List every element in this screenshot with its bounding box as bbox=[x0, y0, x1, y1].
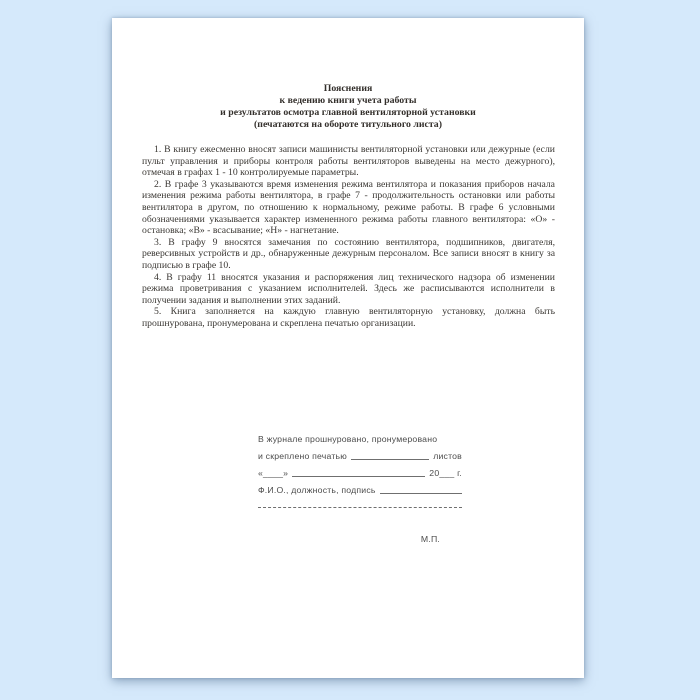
blank-sheets-count bbox=[351, 459, 429, 460]
title-line: Пояснения bbox=[323, 83, 373, 94]
blank-month bbox=[292, 476, 425, 477]
title-line: к ведению книги учета работы bbox=[279, 95, 417, 106]
signature-dashed-line bbox=[258, 506, 462, 508]
paragraph-2: 2. В графе 3 указываются время изменения режима вентилятора и показания приборов начала изменения режима работы вентилятора, в графе 7 - продолжительность остановки или работы вентилятора в другом, по отношению к нормальному, режиме работы. В графе 6 условными обозначениями указывается характер измененного режима работы главного вентилятора: «О» - остановка; «В» - всасывание; «Н» - нагнетание. bbox=[142, 178, 555, 237]
title-line: (печатаются на обороте титульного листа) bbox=[254, 119, 442, 130]
certification-line-4 bbox=[258, 479, 462, 496]
title-line: и результатов осмотра главной вентиляторной установки bbox=[220, 107, 476, 118]
certification-line-4-prefix: Ф.И.О., должность, подпись bbox=[258, 485, 376, 495]
document-title bbox=[112, 18, 584, 131]
seal-place-mark: М.П. bbox=[420, 534, 440, 544]
certification-line-3 bbox=[258, 462, 462, 479]
certification-line-1 bbox=[258, 428, 462, 445]
paragraph-3: 3. В графу 9 вносятся замечания по состоянию вентилятора, подшипников, двигателя, реверсивных устройств и др., обнаруженные дежурным персоналом. Все записи вносят в книгу за подписью в графе 10. bbox=[142, 236, 555, 271]
certification-line-2-prefix: и скреплено печатью bbox=[258, 451, 347, 461]
document-body bbox=[142, 144, 555, 330]
paragraph-1: 1. В книгу ежесменно вносят записи машинисты вентиляторной установки или дежурные (если пульт управления и приборы контроля работы вентиляторов выведены на место дежурного), отмечая в графах 1 - 10 контролируемые параметры. bbox=[142, 144, 555, 179]
blank-signature bbox=[380, 493, 462, 494]
certification-block bbox=[258, 428, 462, 545]
certification-line-2-suffix: листов bbox=[433, 451, 462, 461]
paragraph-5: 5. Книга заполняется на каждую главную вентиляторную установку, должна быть прошнурована, пронумерована и скреплена печатью организации. bbox=[142, 306, 555, 329]
paragraph-4: 4. В графу 11 вносятся указания и распоряжения лиц технического надзора об изменении режима проветривания с указанием исполнителей. Здесь же расписываются исполнители в получении задания и выполнении этих заданий. bbox=[142, 271, 555, 306]
blank-year: 20___ г. bbox=[429, 468, 462, 478]
blank-day-quotes: «____» bbox=[258, 468, 289, 478]
certification-line-2 bbox=[258, 445, 462, 462]
document-page bbox=[112, 18, 584, 678]
certification-line-1-text: В журнале прошнуровано, пронумеровано bbox=[258, 434, 438, 444]
